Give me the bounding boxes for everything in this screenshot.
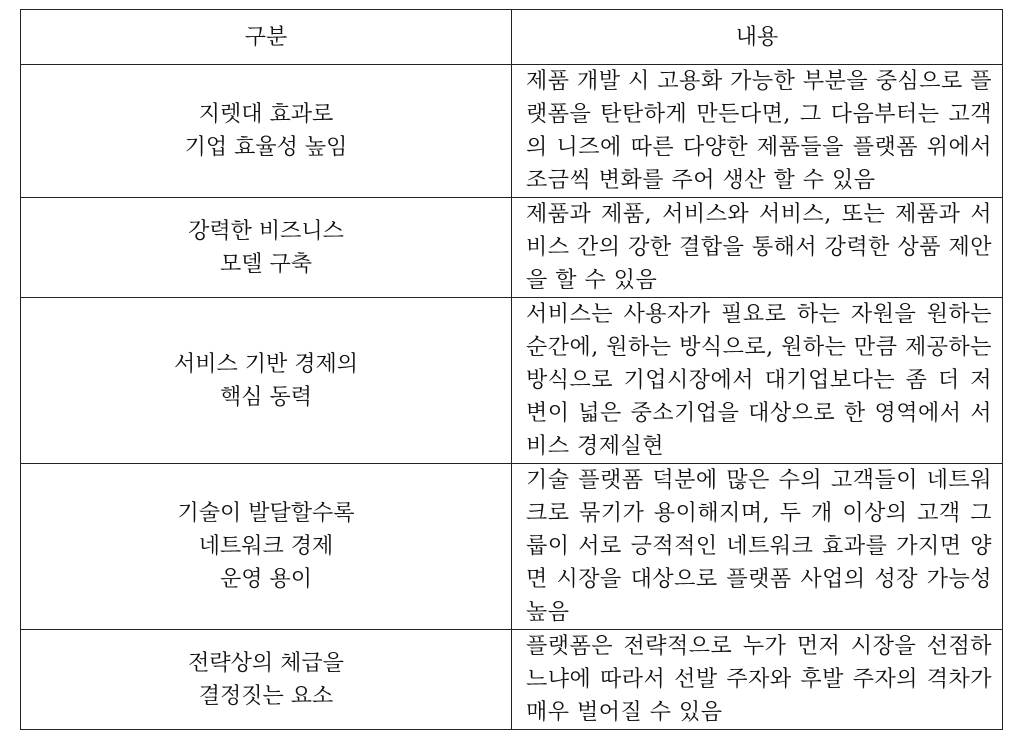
- category-line: 모델 구축: [219, 251, 312, 277]
- row-content: 서비스는 사용자가 필요로 하는 자원을 원하는 순간에, 원하는 방식으로, 원하는 만큼 제공하는 방식으로 기업시장에서 대기업보다는 좀 더 저변이 넓은 중소기업을 대상으로 한 영역에서 서비스 경제실현: [512, 298, 1003, 464]
- header-row: [21, 10, 1003, 65]
- row-category: [21, 198, 512, 298]
- table-row: [21, 198, 1003, 298]
- category-line: 결정짓는 요소: [198, 683, 334, 709]
- category-line: 기술이 발달할수록: [177, 501, 355, 526]
- header-category: 구분: [21, 10, 512, 65]
- row-content: 제품 개발 시 고용화 가능한 부분을 중심으로 플랫폼을 탄탄하게 만든다면, 그 다음부터는 고객의 니즈에 따른 다양한 제품들을 플랫폼 위에서 조금씩 변화를 주어 생산 할 수 있음: [512, 65, 1003, 198]
- row-category: [21, 630, 512, 730]
- platform-effects-table: [20, 9, 1003, 730]
- row-category: [21, 298, 512, 464]
- row-category: [21, 464, 512, 630]
- category-line: 네트워크 경제: [198, 534, 334, 559]
- table-row: [21, 464, 1003, 630]
- header-content: 내용: [512, 10, 1003, 65]
- category-line: 서비스 기반 경제의: [173, 351, 358, 377]
- row-category: [21, 65, 512, 198]
- row-content: 플랫폼은 전략적으로 누가 먼저 시장을 선점하느냐에 따라서 선발 주자와 후발 주자의 격차가 매우 벌어질 수 있음: [512, 630, 1003, 730]
- category-line: 지렛대 효과로: [198, 102, 334, 127]
- category-line: 운영 용이: [219, 567, 312, 592]
- category-line: 핵심 동력: [219, 384, 312, 410]
- row-content: 기술 플랫폼 덕분에 많은 수의 고객들이 네트워크로 묶기가 용이해지며, 두 개 이상의 고객 그룹이 서로 긍적적인 네트워크 효과를 가지면 양면 시장을 대상으로 플랫폼 사업의 성장 가능성 높음: [512, 464, 1003, 630]
- category-line: 전략상의 체급을: [188, 650, 344, 676]
- category-line: 기업 효율성 높임: [184, 135, 348, 160]
- table-row: [21, 298, 1003, 464]
- category-line: 강력한 비즈니스: [188, 218, 344, 244]
- table-row: [21, 65, 1003, 198]
- table-row: [21, 630, 1003, 730]
- row-content: 제품과 제품, 서비스와 서비스, 또는 제품과 서비스 간의 강한 결합을 통해서 강력한 상품 제안을 할 수 있음: [512, 198, 1003, 298]
